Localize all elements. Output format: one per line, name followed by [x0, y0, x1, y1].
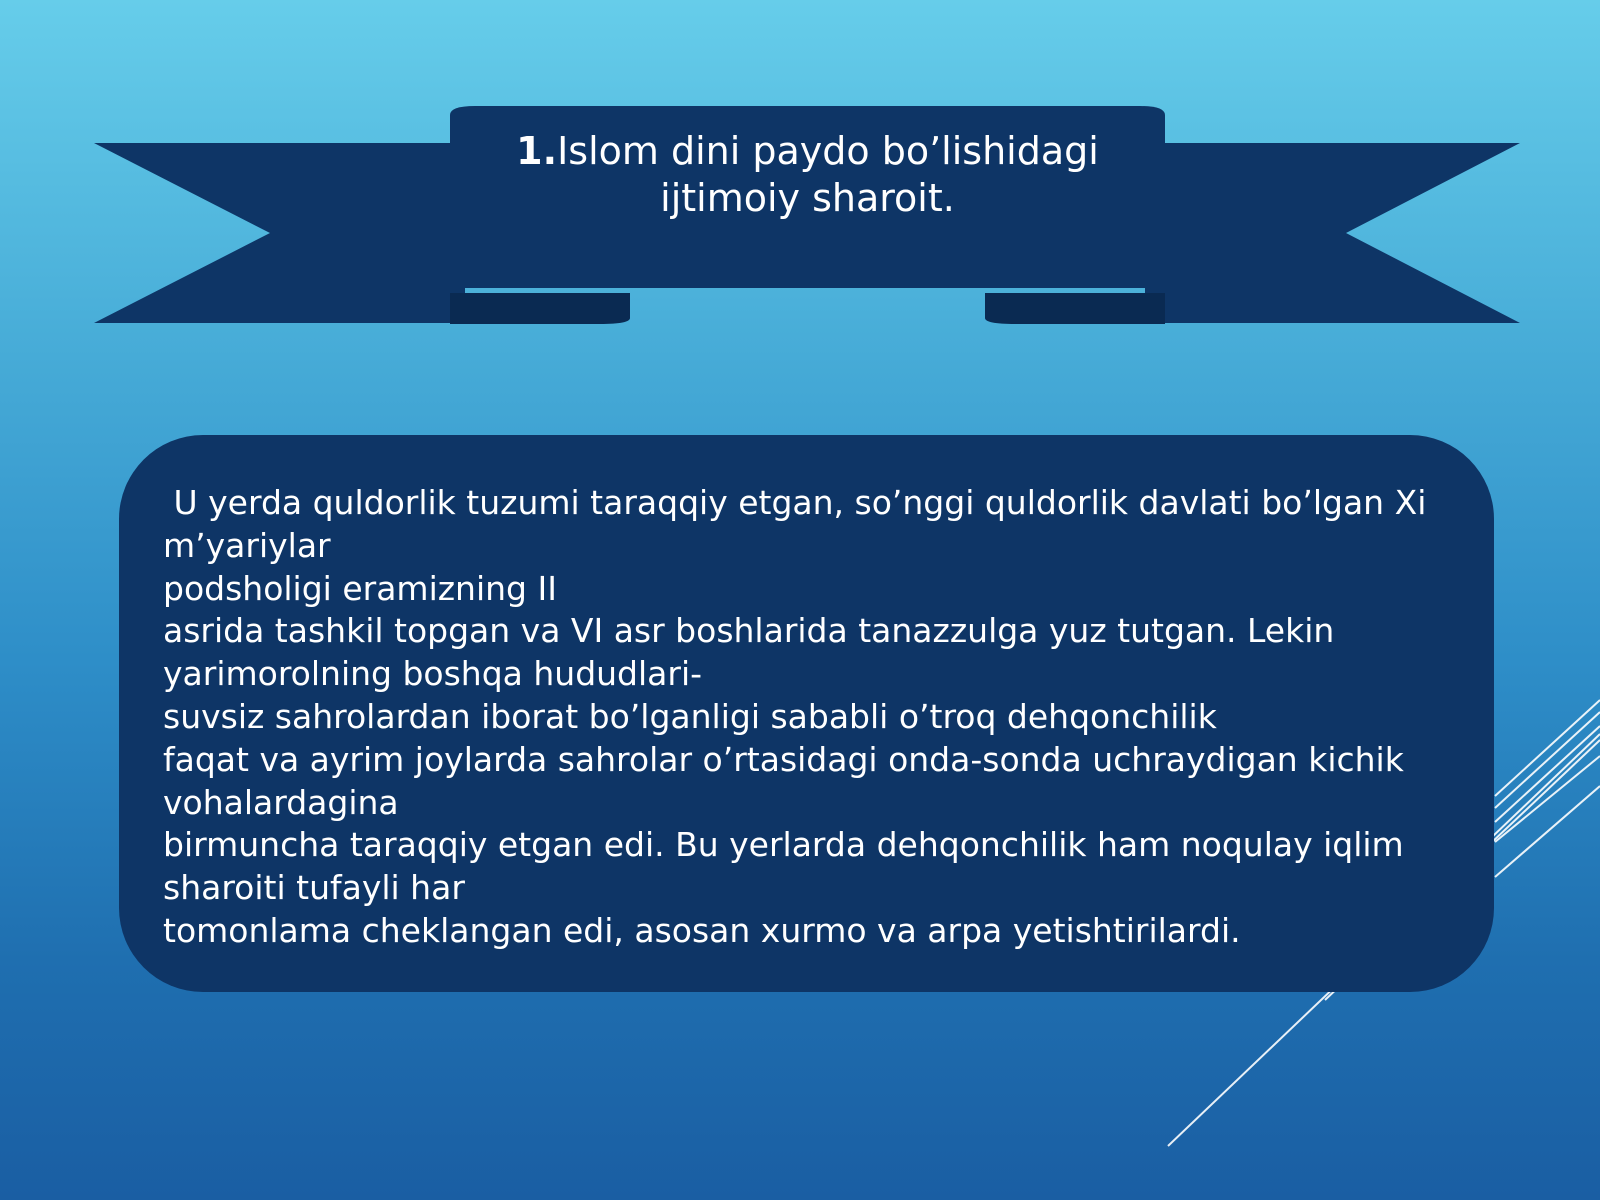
body-line: faqat va ayrim joylarda sahrolar o’rtasidagi onda-sonda uchraydigan kichik	[163, 739, 1404, 779]
body-line: yarimorolning boshqa hududlari-	[163, 654, 703, 694]
body-line: suvsiz sahrolardan iborat bo’lganligi sababli o’troq dehqonchilik	[163, 696, 1217, 736]
title-number: 1.	[516, 129, 558, 173]
body-line: U yerda quldorlik tuzumi taraqqiy etgan, so’nggi quldorlik davlati bo’lgan Xi	[163, 483, 1427, 522]
body-line: vohalardagina	[163, 782, 399, 822]
title-line-2: ijtimoiy sharoit.	[660, 176, 955, 220]
body-line: birmuncha taraqqiy etgan edi. Bu yerlarda dehqonchilik ham noqulay iqlim	[163, 825, 1404, 865]
body-line: sharoiti tufayli har	[163, 868, 465, 908]
body-line: tomonlama cheklangan edi, asosan xurmo va arpa yetishtirilardi.	[163, 910, 1241, 950]
title-text-line-1: Islom dini paydo bo’lishidagi	[557, 129, 1099, 173]
body-line: podsholigi eramizning II	[163, 568, 557, 608]
title-line-1	[450, 128, 1165, 175]
content-box	[119, 435, 1494, 992]
body-line: m’yariylar	[163, 525, 331, 565]
body-line: asrida tashkil topgan va VI asr boshlarida tanazzulga yuz tutgan. Lekin	[163, 611, 1335, 651]
slide-title	[450, 128, 1165, 222]
